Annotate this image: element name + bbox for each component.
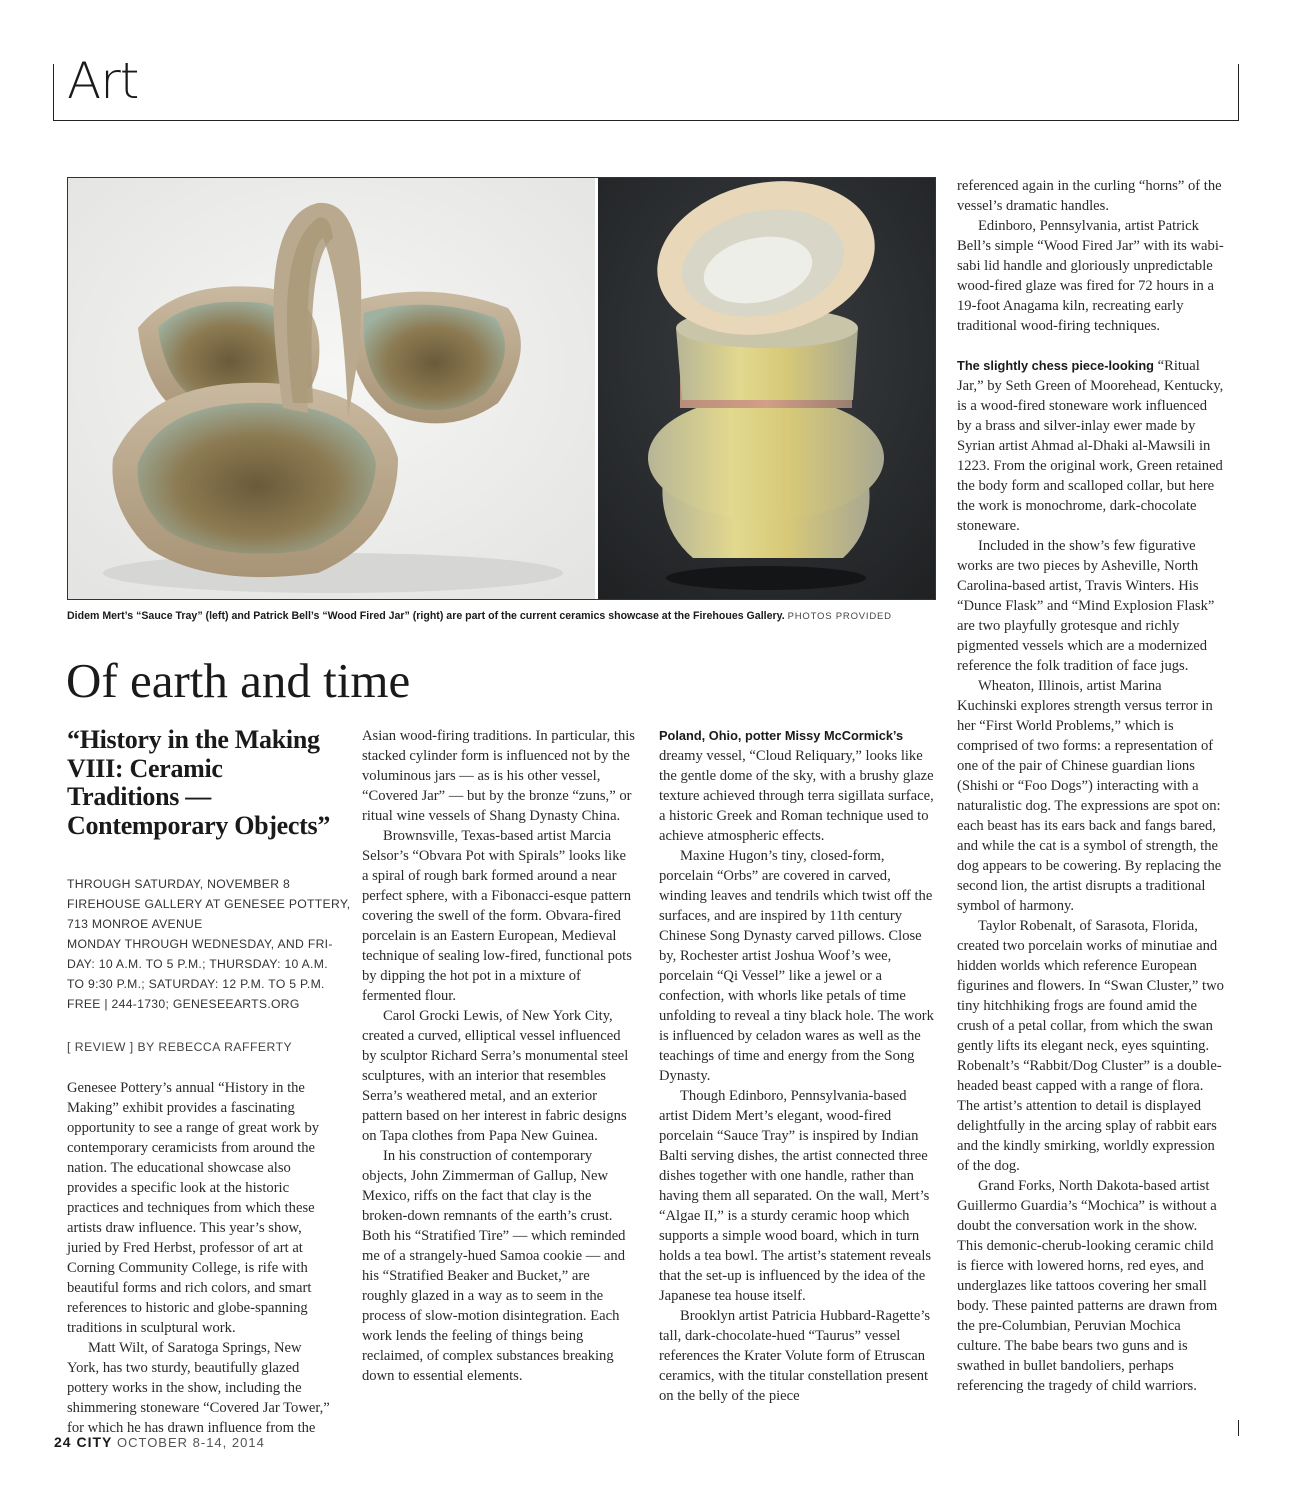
section-title: Art [67,52,139,110]
paragraph: Genesee Pottery’s annual “History in the Making” exhibit provides a fascinating opportunity to see a range of great work by contemporary ceramicists from around the nation. The educational showcase also provides a specific look at the historic practices and techniques from which these artists draw influence. This year’s show, juried by Fred Herbst, professor of art at Corning Community College, is rife with beautiful forms and rich colors, and smart references to historic and globe-spanning traditions in sculptural work. [67,1080,320,1336]
paragraph: Though Edinboro, Pennsylvania-based artist Didem Mert’s elegant, wood-fired porcelain “Sauce Tray” is inspired by Indian Balti serving dishes, the artist connected three dishes together with one handle, rather than having them all separated. On the wall, Mert’s “Algae II,” is a sturdy ceramic hoop which supports a simple wood board, which in turn holds a tea bowl. The artist’s statement reveals that the set-up is influenced by the idea of the Japanese tea house itself. [659,1088,932,1304]
paragraph: In his construction of contemporary objects, John Zimmerman of Gallup, New Mexico, riffs on the fact that clay is the broken-down remnants of the earth’s crust. Both his “Stratified Tire” — which reminded me of a strangely-hued Samoa cookie — and his “Stratified Beaker and Bucket,” are roughly glazed in a way as to seem in the process of slow-motion disintegration. Each work lends the feeling of things being reclaimed, of complex substances breaking down to essential elements. [362,1148,626,1384]
top-right-rule [1238,64,1239,121]
byline: [ REVIEW ] BY REBECCA RAFFERTY [67,1040,293,1054]
show-contact: FREE | 244-1730; GENESEEARTS.ORG [67,997,300,1011]
paragraph: Carol Grocki Lewis, of New York City, created a curved, elliptical vessel influenced by sculptor Richard Serra’s monumental steel sculptures, with an interior that resembles Serra’s weathered metal, and an exterior pattern based on her interest in fabric designs on Tapa clothes from Papa New Guinea. [362,1008,629,1144]
paragraph: referenced again in the curling “horns” of the vessel’s dramatic handles. [957,178,1222,214]
show-title: “History in the Making VIII: Ceramic Traditions — Contemporary Objects” [67,725,331,840]
show-venue: FIREHOUSE GALLERY AT GENESEE POTTERY, [67,897,351,911]
show-details [67,874,352,1014]
issue-date: OCTOBER 8-14, 2014 [116,1435,265,1450]
page-folio [54,1434,265,1450]
sauce-tray-photo [68,178,595,599]
lead-text: dreamy vessel, “Cloud Reliquary,” looks like the gentle dome of the sky, with a brushy glaze texture achieved through terra sigillata surface, a historic Greek and Roman technique used to achieve atmospheric effects. [659,748,934,844]
top-left-rule [53,64,54,120]
bottom-right-rule [1238,1420,1239,1436]
show-hours-2: DAY: 10 A.M. TO 5 P.M.; THURSDAY: 10 A.M. [67,957,328,971]
paragraph: Taylor Robenalt, of Sarasota, Florida, created two porcelain works of minutiae and hidden worlds which reference European figurines and flowers. In “Swan Cluster,” two tiny hitchhiking frogs are found amid the crush of a petal collar, from which the swan gently lifts its elegant neck, eyes squinting. Robenalt’s “Rabbit/Dog Cluster” is a double-headed beast capped with a range of flora. The artist’s attention to detail is displayed delightfully in the arcing splay of rabbit ears and the kindly smirking, worldly expression of the dog. [957,918,1224,1174]
lead-in: The slightly chess piece-looking [957,358,1154,373]
paragraph: Maxine Hugon’s tiny, closed-form, porcelain “Orbs” are covered in carved, winding leaves and tendrils which twist off the surfaces, and are inspired by 11th century Chinese Song Dynasty carved pillows. Close by, Rochester artist Joshua Woof’s wee, porcelain “Qi Vessel” like a jewel or a confection, with whorls like petals of time unfolding to reveal a tiny black hole. The work is influenced by celadon wares as well as the teachings of time and energy from the Song Dynasty. [659,848,934,1084]
show-dates: THROUGH SATURDAY, NOVEMBER 8 [67,877,291,891]
paragraph: Brownsville, Texas-based artist Marcia Selsor’s “Obvara Pot with Spirals” looks like a spiral of rough bark formed around a near perfect sphere, with a Fibonacci-esque pattern covering the swell of the form. Obvara-fired porcelain is an Eastern European, Medieval technique of sealing low-fired, functional pots by dipping the hot pot in a mixture of fermented flour. [362,828,632,1004]
paragraph: Included in the show’s few figurative works are two pieces by Asheville, North Carolina-based artist, Travis Winters. His “Dunce Flask” and “Mind Explosion Flask” are two playfully grotesque and richly pigmented vessels which are a modernized reference the folk tradition of face jugs. [957,538,1215,674]
paragraph: Edinboro, Pennsylvania, artist Patrick Bell’s simple “Wood Fired Jar” with its wabi-sabi lid handle and gloriously unpredictable wood-fired glaze was fired for 72 hours in a 19-foot Anagama kiln, recreating early traditional wood-firing techniques. [957,218,1224,334]
lead-text: “Ritual Jar,” by Seth Green of Moorehead, Kentucky, is a wood-fired stoneware work influenced by a brass and silver-inlay ewer made by Syrian artist Ahmad al-Dhaki al-Mawsili in 1223. From the original work, Green retained the body form and scalloped collar, but here the work is monochrome, dark-chocolate stoneware. [957,358,1224,534]
wood-fired-jar-photo [598,178,935,599]
page-number: 24 CITY [54,1434,113,1450]
column-4 [957,176,1225,1396]
column-3 [659,726,939,1406]
headline: Of earth and time [66,653,411,708]
photo-caption [67,610,947,622]
photo-frame [67,177,936,600]
caption-text: Didem Mert’s “Sauce Tray” (left) and Patrick Bell’s “Wood Fired Jar” (right) are part of the current ceramics showcase at the Firehoues Gallery. [67,610,785,622]
column-1 [67,1078,332,1438]
paragraph [659,726,939,846]
header-rule [53,120,1239,121]
show-hours-3: TO 9:30 P.M.; SATURDAY: 12 P.M. TO 5 P.M. [67,977,325,991]
paragraph: Matt Wilt, of Saratoga Springs, New York, has two sturdy, beautifully glazed pottery works in the show, including the shimmering stoneware “Covered Jar Tower,” for which he has drawn influence from the [67,1340,330,1436]
paragraph [957,356,1225,536]
paragraph: Brooklyn artist Patricia Hubbard-Ragette’s tall, dark-chocolate-hued “Taurus” vessel references the Krater Volute form of Etruscan ceramics, with the titular constellation present on the belly of the piece [659,1308,931,1404]
paragraph: Grand Forks, North Dakota-based artist Guillermo Guardia’s “Mochica” is without a doubt the conversation work in the show. This demonic-cherub-looking ceramic child is fierce with lowered horns, red eyes, and underglazes like tattoos covering her small body. These painted patterns are drawn from the pre-Columbian, Peruvian Mochica culture. The babe bears two guns and is swathed in bullet bandoliers, perhaps referencing the tragedy of child warriors. [957,1178,1218,1394]
photo-credit: PHOTOS PROVIDED [787,611,892,622]
column-2 [362,726,636,1386]
show-hours-1: MONDAY THROUGH WEDNESDAY, AND FRI- [67,937,333,951]
paragraph: Wheaton, Illinois, artist Marina Kuchinski explores strength versus terror in her “First World Problems,” which is comprised of two forms: a representation of one of the pair of Chinese guardian lions (Shishi or “Foo Dogs”) interacting with a naturalistic dog. The expressions are spot on: each beast has its ears back and fangs bared, and while the cat is a symbol of strength, the dog appears to be cowering. By replacing the second lion, the artist disrupts a traditional symbol of harmony. [957,678,1222,914]
show-address: 713 MONROE AVENUE [67,917,203,931]
paragraph: Asian wood-firing traditions. In particular, this stacked cylinder form is influenced not by the voluminous jars — as is his other vessel, “Covered Jar” — but by the bronze “zuns,” or ritual wine vessels of Shang Dynasty China. [362,728,635,824]
lead-in: Poland, Ohio, potter Missy McCormick’s [659,728,904,743]
